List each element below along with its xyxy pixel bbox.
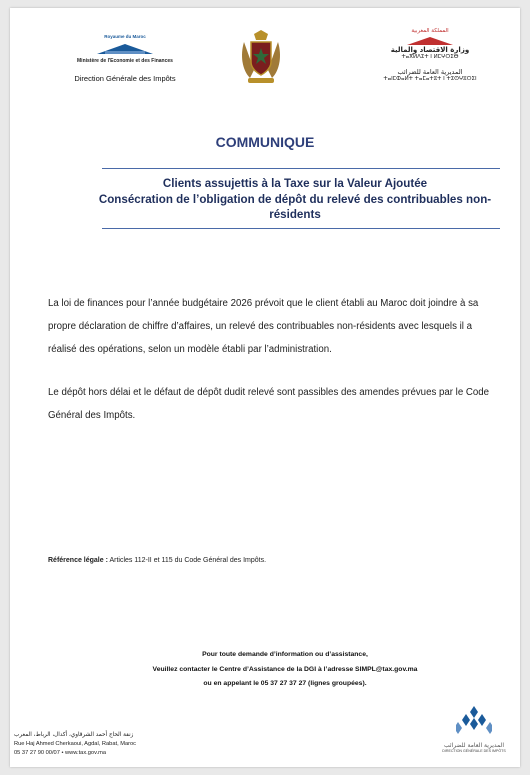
contact-line-2: Veuillez contacter le Centre d’Assistance de la DGI à l’adresse SIMPL@tax.gov.ma [152,665,418,673]
dgi-name-tifinagh: ⵜⴰⵏⵎⵀⴰⵍⵜ ⵜⴰⵎⴰⵜⵓⵜ ⵏ ⵜⵉⵙⵖⵓⵔⵉⵏ [383,76,477,82]
dgi-diamond-icon [456,706,492,738]
address-phone-web: 05 37 27 90 00/07 • www.tax.gov.ma [14,750,106,756]
legal-reference-text: Articles 112-II et 115 du Code Général des Impôts. [107,557,267,564]
dgi-footer-logo [428,706,520,753]
contact-line-1: Pour toute demande d’information ou d’assistance, [202,651,368,658]
dgi-name-fr: Direction Générale des Impôts [74,74,176,83]
contact-block [90,648,480,692]
body-paragraph-1: La loi de finances pour l’année budgétaire 2026 prévoit que le client établi au Maroc doit joindre à sa propre déclaration de chiffre d’affaires, un relevé des contribuables non-résidents avec lesquels il a réalisé des opérations, selon un modèle établi par l’administration. [48,298,479,355]
address-ar: زنقة الحاج أحمد الشرقاوي، أكدال، الرباط، المغرب [14,732,134,738]
dgi-name-ar: المديرية العامة للضرائب [397,68,463,76]
ministry-logo [50,34,200,83]
footer-address [14,731,136,758]
kingdom-label: Royaume du Maroc [104,34,146,39]
contact-line-3: ou en appelant le 05 37 27 37 27 (lignes groupées). [203,680,367,687]
ministry-name-ar: وزارة الاقتصاد والمالية [390,46,470,54]
top-divider [102,168,500,169]
legal-reference-label: Référence légale : [48,557,108,564]
dgi-footer-ar: المديرية العامة للضرائب [444,742,504,749]
ministry-emblem-icon [95,42,155,56]
legal-reference [48,557,266,564]
body-paragraph-2: Le dépôt hors délai et le défaut de dépôt dudit relevé sont passibles des amendes prévues par le Code Général des Impôts. [48,387,490,421]
address-fr: Rue Haj Ahmed Cherkaoui, Agdal, Rabat, Maroc [14,741,137,747]
subject-line-1: Clients assujettis à la Taxe sur la Valeur Ajoutée [162,177,428,190]
subject-line-3: résidents [269,208,321,221]
kingdom-label-tifinagh: ⵜⴰⴳⵍⴷⵉⵜ ⵏ ⵍⵎⵖⵔⵉⴱ [401,54,459,60]
dgi-footer-fr: DIRECTION GÉNÉRALE DES IMPÔTS [442,749,506,753]
page-title: COMMUNIQUE [215,134,315,150]
ministry-name: Ministère de l'Economie et des Finances [77,58,173,64]
subject-line-2: Consécration de l’obligation de dépôt du relevé des contribuables non- [98,192,492,206]
royal-coat-of-arms-icon [236,30,286,85]
document-page [10,8,520,767]
bottom-divider [102,228,500,229]
dgi-arabic-logo [370,28,490,82]
kingdom-label-ar: المملكة المغربية [411,28,449,34]
ministry-emblem-ar-icon [405,36,455,46]
document-subject [80,176,510,223]
